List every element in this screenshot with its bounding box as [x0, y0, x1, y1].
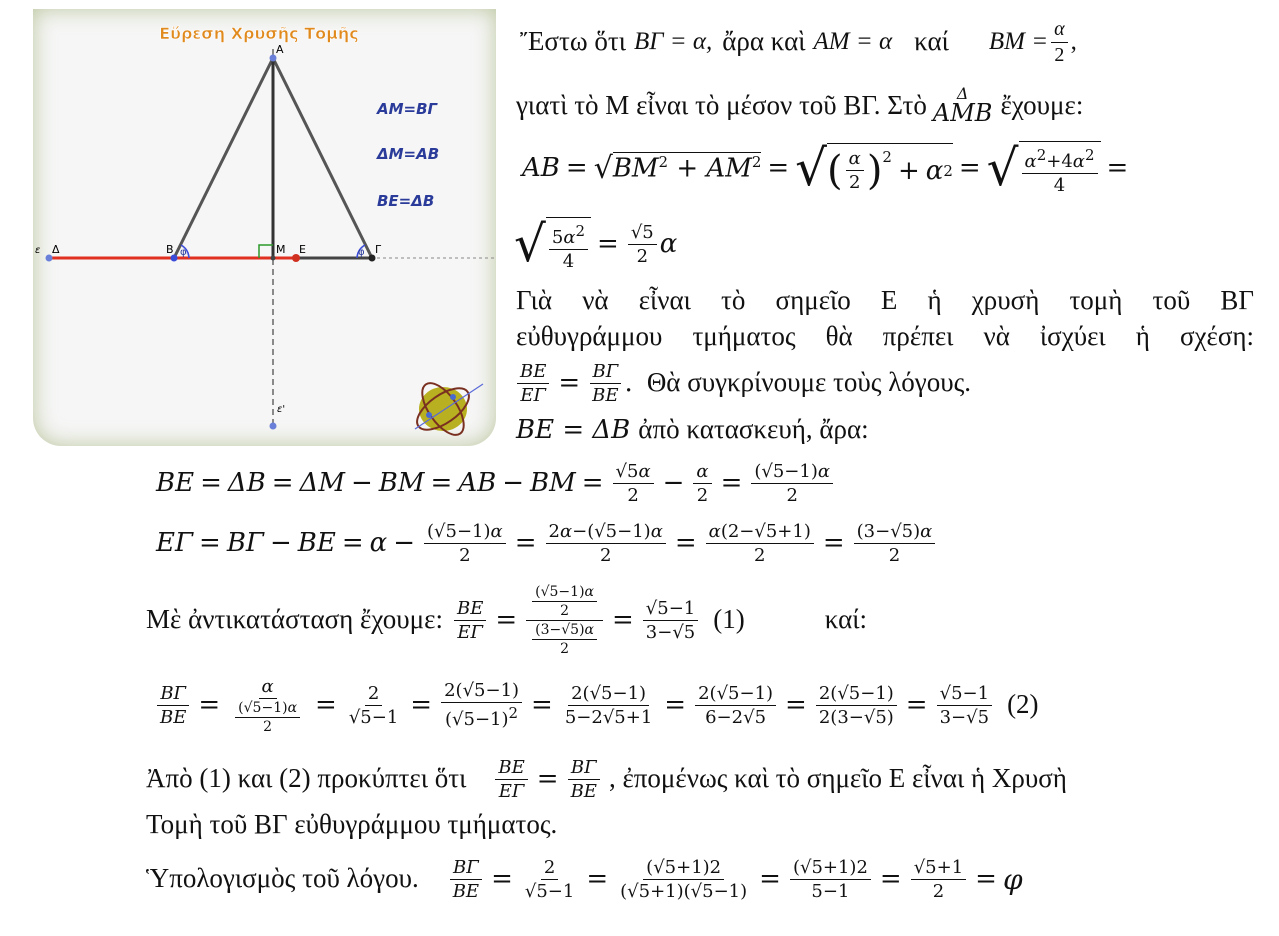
label-eps: ε: [35, 245, 41, 256]
label-d: Δ: [52, 243, 60, 256]
line-1: Ἔστω ὅτι BΓ = α, ἄρα καὶ AM = α καί BM = $\frac{\alpha}{2}$ ,: [520, 17, 1077, 66]
relation-2: ΔM=AB: [377, 145, 440, 163]
relation-1: AM=BΓ: [377, 100, 438, 118]
point-m: [271, 256, 276, 261]
line-2: [516, 82, 1083, 130]
tag-2: (2): [1007, 689, 1039, 720]
p5-text: Μὲ ἀντικατάσταση ἔχουμε:: [146, 604, 443, 635]
label-eps-prime: ε': [277, 404, 286, 415]
p6-line-c: Τομὴ τοῦ ΒΓ εὐθυγράμμου τμήματος.: [146, 809, 558, 839]
p2-text-a: γιατὶ τὸ Μ εἶναι τὸ μέσον τοῦ ΒΓ. Στὸ: [516, 90, 927, 121]
construction-drawing: [33, 9, 496, 446]
formula-ab: AB = √ $BM^2 + AM^2$ = √ ( $\frac{\alpha}{2}$ ) $^2$ + α 2 = √ $\frac{\alpha^2+4\alpha^2}{4}$ =: [522, 139, 1129, 197]
side-ab: [174, 58, 273, 258]
line-ratio-calc: Ὑπολογισμὸς τοῦ λόγου. $\frac{B\Gamma}{BE}$ = $\frac{2}{√5-1}$ = $\frac{(√5+1)2}{(√5+1)(√5-1)}$ = $\frac{(√5+1)2}{5-1}$ = $\frac{√5+1}{2}$ = φ: [146, 856, 1023, 902]
formula-eg: EΓ = BΓ − BE = α − $\frac{(√5-1)\alpha}{2}$ = $\frac{2\alpha-(√5-1)\alpha}{2}$ = $\frac{\alpha(2-√5+1)}{2}$ = $\frac{(3-√5)\alpha}{2}$: [156, 512, 938, 574]
label-m: M: [276, 243, 286, 256]
line-ratio-condition: $\frac{BE}{E\Gamma}$ = $\frac{B\Gamma}{BE}$ . Θὰ συγκρίνουμε τοὺς λόγους.: [514, 354, 971, 412]
p7-text: Ὑπολογισμὸς τοῦ λόγου.: [146, 863, 419, 894]
label-phi-b: φ: [180, 247, 187, 258]
geogebra-logo: [410, 376, 483, 441]
line-substitution: Μὲ ἀντικατάσταση ἔχουμε: $\frac{BE}{E\Gamma}$ = $\frac{\frac{(√5-1)\alpha}{2}}{\frac{(3-√5)\alpha}{2}}$ = $\frac{√5-1}{3-√5}$ (1) καί:: [146, 583, 868, 657]
label-b: B: [166, 243, 174, 256]
p5-kai: καί:: [824, 604, 868, 635]
p2-text-b: ἔχουμε:: [1000, 90, 1084, 121]
triangle-notation: Δ AMB: [932, 84, 993, 127]
p1-math-1: BΓ = α,: [633, 28, 713, 55]
point-bottom: [270, 423, 277, 430]
figure-title: Εὕρεση Χρυσῆς Τομῆς: [159, 24, 359, 43]
formula-ab-cont: √ $\frac{5\alpha^2}{4}$ = $\frac{√5}{2}$ α: [514, 215, 678, 273]
p1-math-2: AM = α: [813, 28, 893, 55]
p3-line-b: εὐθυγράμμου τμήματος θὰ πρέπει νὰ ἰσχύει ἡ σχέση:: [516, 321, 1254, 351]
p1-fraction: $\frac{\alpha}{2}$: [1051, 18, 1068, 67]
formula-bg-be: $\frac{B\Gamma}{BE}$ = $\frac{\alpha}{\frac{(√5-1)\alpha}{2}}$ = $\frac{2}{√5-1}$ = $\frac{2(√5-1)}{(√5-1)^2}$ = $\frac{2(√5-1)}{5-2√5+1}$ = $\frac{2(√5-1)}{6-2√5}$ = $\frac{2(√5-1)}{2(3-√5)}$ = $\frac{√5-1}{3-√5}$ (2): [154, 670, 1039, 740]
p1-text-a: Ἔστω ὅτι: [520, 26, 626, 57]
line-construction: [516, 410, 869, 450]
side-ag: [273, 58, 372, 258]
p1-math-3: BM =: [988, 28, 1049, 55]
p6-text-b: , ἐπομένως καὶ τὸ σημεῖο Ε εἶναι ἡ Χρυσὴ: [608, 763, 1067, 794]
p3-text-c: Θὰ συγκρίνουμε τοὺς λόγους.: [646, 367, 972, 398]
p4-text: ἀπὸ κατασκευή, ἄρα:: [638, 414, 869, 445]
relation-3: BE=ΔB: [377, 192, 435, 210]
label-g: Γ: [375, 243, 382, 256]
line-conclusion: Ἀπὸ (1) και (2) προκύπτει ὅτι $\frac{BE}{E\Gamma}$ = $\frac{B\Gamma}{BE}$ , ἐπομένως καὶ τὸ σημεῖο Ε εἶναι ἡ Χρυσὴ: [146, 756, 1067, 802]
right-angle-mark: [259, 245, 273, 258]
formula-be: BE = ΔB = ΔM − BM = AB − BM = $\frac{√5\alpha}{2}$ − $\frac{\alpha}{2}$ = $\frac{(√5-1)\alpha}{2}$: [156, 452, 836, 514]
p1-text-b: ἄρα καὶ: [722, 26, 806, 57]
p4-math: BE = ΔB: [516, 415, 631, 445]
p6-text-a: Ἀπὸ (1) και (2) προκύπτει ὅτι: [146, 763, 467, 794]
label-e: E: [299, 243, 306, 256]
p1-text-c: καί: [914, 26, 949, 57]
p3-line-a: Γιὰ νὰ εἶναι τὸ σημεῖο Ε ἡ χρυσὴ τομὴ τοῦ ΒΓ: [516, 285, 1254, 315]
label-a: A: [276, 43, 284, 56]
geometry-figure: [33, 9, 496, 446]
tag-1: (1): [713, 604, 745, 635]
label-phi-g: φ: [358, 247, 365, 258]
